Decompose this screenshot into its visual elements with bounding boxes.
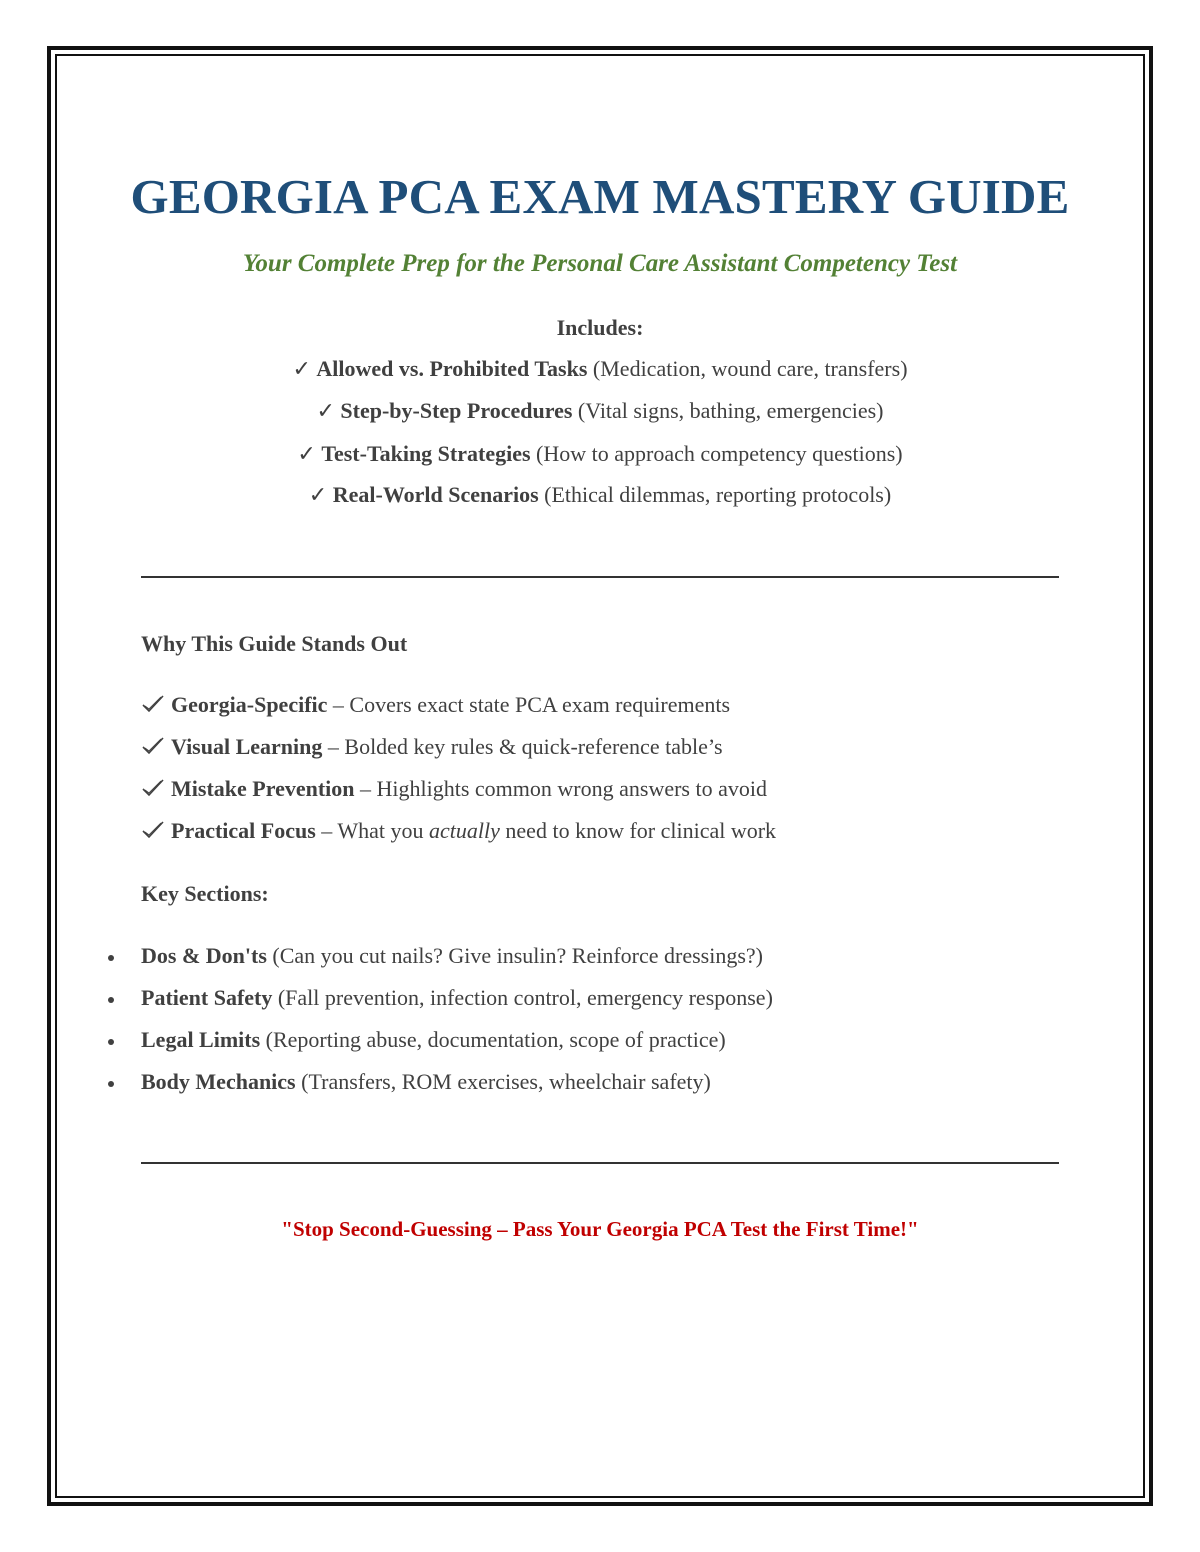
checkmark-icon <box>141 694 165 714</box>
why-item <box>141 776 767 802</box>
includes-item <box>0 398 1200 424</box>
checkmark-icon <box>141 778 165 798</box>
document-title: GEORGIA PCA EXAM MASTERY GUIDE <box>130 169 1070 224</box>
key-section-detail: (Can you cut nails? Give insulin? Reinforce dressings?) <box>266 943 764 968</box>
key-section-detail: (Fall prevention, infection control, emergency response) <box>272 985 773 1010</box>
why-item-detail: – What you <box>315 818 430 843</box>
why-item-title: Georgia-Specific <box>171 692 328 717</box>
includes-item-detail: (Medication, wound care, transfers) <box>587 356 908 381</box>
key-section-item <box>141 985 773 1011</box>
horizontal-rule <box>141 576 1059 578</box>
document-subtitle: Your Complete Prep for the Personal Care Assistant Competency Test <box>242 250 958 277</box>
key-section-item <box>141 943 763 969</box>
check-icon: ✓ <box>316 398 335 423</box>
check-icon: ✓ <box>308 482 328 507</box>
includes-item-detail: (How to approach competency questions) <box>530 441 903 466</box>
key-section-title: Dos & Don'ts <box>141 943 267 968</box>
key-section-title: Body Mechanics <box>141 1069 296 1094</box>
includes-item-title: Step-by-Step Procedures <box>340 398 573 423</box>
why-item-title: Visual Learning <box>171 734 323 759</box>
includes-item-detail: (Ethical dilemmas, reporting protocols) <box>538 482 892 507</box>
bullet-icon <box>108 1081 114 1087</box>
checkmark-icon <box>141 736 165 756</box>
key-section-detail: (Transfers, ROM exercises, wheelchair safety) <box>295 1069 711 1094</box>
includes-label: Includes: <box>556 315 644 340</box>
includes-item-title: Allowed vs. Prohibited Tasks <box>316 356 588 381</box>
why-item-title: Practical Focus <box>171 818 316 843</box>
key-section-title: Patient Safety <box>141 985 273 1010</box>
includes-item-detail: (Vital signs, bathing, emergencies) <box>572 398 884 423</box>
includes-item <box>0 356 1200 382</box>
includes-item <box>0 441 1200 467</box>
includes-item <box>0 482 1200 508</box>
why-item-emphasis: actually <box>429 818 500 843</box>
bullet-icon <box>108 997 114 1003</box>
key-sections-heading: Key Sections: <box>141 881 269 906</box>
why-item-detail: – Bolded key rules & quick-reference table’s <box>322 734 723 759</box>
check-icon: ✓ <box>292 356 311 381</box>
bullet-icon <box>108 955 114 961</box>
why-item-detail: – Covers exact state PCA exam requirements <box>327 692 731 717</box>
why-item <box>141 734 723 760</box>
horizontal-rule <box>141 1162 1059 1164</box>
includes-item-title: Real-World Scenarios <box>332 482 539 507</box>
closing-quote: "Stop Second-Guessing – Pass Your Georgia PCA Test the First Time!" <box>281 1217 919 1241</box>
key-section-title: Legal Limits <box>141 1027 261 1052</box>
bullet-icon <box>108 1039 114 1045</box>
why-heading: Why This Guide Stands Out <box>141 631 408 656</box>
why-item <box>141 818 776 844</box>
why-item-detail: – Highlights common wrong answers to avoid <box>354 776 767 801</box>
includes-item-title: Test-Taking Strategies <box>321 441 531 466</box>
why-item <box>141 692 730 718</box>
why-item-title: Mistake Prevention <box>171 776 355 801</box>
why-item-detail: need to know for clinical work <box>499 818 777 843</box>
key-section-item <box>141 1069 711 1095</box>
check-icon: ✓ <box>297 441 316 466</box>
key-section-detail: (Reporting abuse, documentation, scope of practice) <box>260 1027 726 1052</box>
checkmark-icon <box>141 820 165 840</box>
key-section-item <box>141 1027 726 1053</box>
